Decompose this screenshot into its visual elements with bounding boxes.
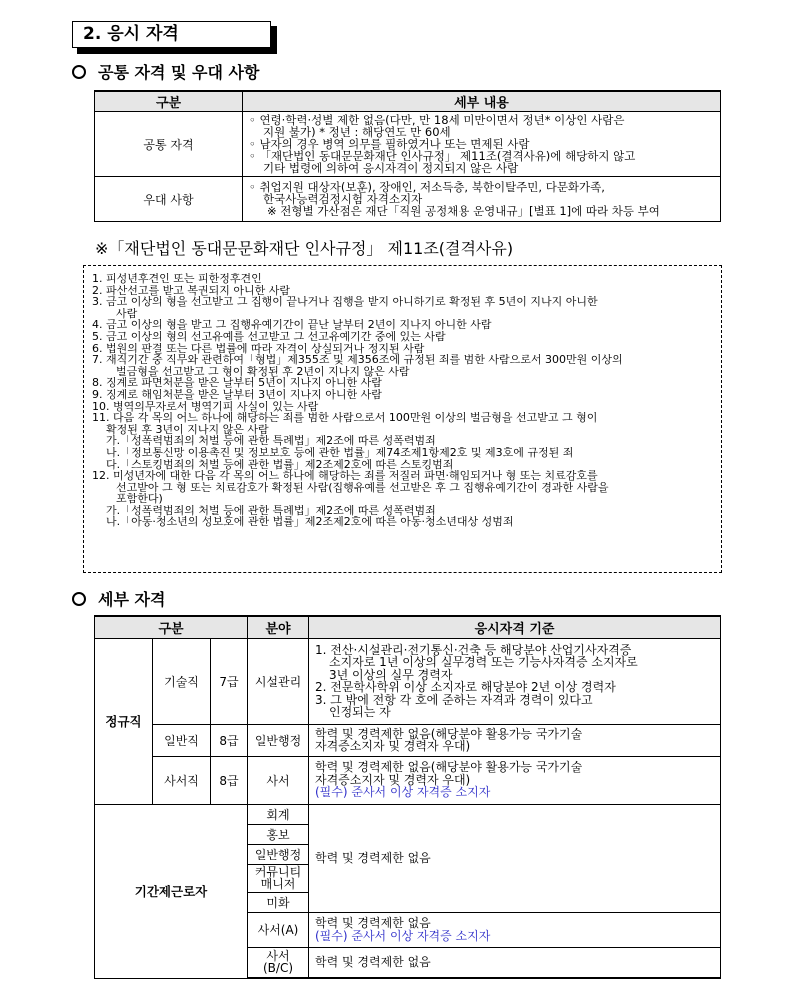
field-cell [248,947,309,978]
rule-line: 1. 피성년후견인 또는 피한정후견인 [92,273,262,285]
required-note: (필수) 준사서 이상 자격증 소지자 [315,928,491,943]
rule-line: 가.「성폭력범죄의 처벌 등에 관한 특례법」제2조에 따른 성폭력범죄 [106,504,436,517]
grade-cell: 7급 [211,638,248,724]
circle-bullet-icon [72,592,86,606]
job-cell: 기술직 [153,638,211,724]
disqualification-box [83,265,722,573]
detail-cell [243,177,721,222]
header-shadow [77,48,277,54]
rule-line: 6. 법원의 판결 또는 다른 법률에 따라 자격이 상실되거나 정지된 사람 [92,342,425,355]
col-field: 분야 [248,616,309,638]
field-line: 사서 [266,949,290,964]
rule-line: 12. 미성년자에 대한 다음 각 목의 어느 하나에 해당하는 죄를 저질러 파면·해임되거나 형 또는 치료감호를 [92,470,598,482]
rule-line: 3. 금고 이상의 형을 선고받고 그 집행이 끝나거나 집행을 받지 아니하기로 확정된 후 5년이 지나지 아니한 [92,296,598,308]
detail-line: 기타 법령에 의하여 응시자격이 정지되지 않은 사람 [263,161,519,175]
detail-line: ◦ 「재단법인 동대문문화재단 인사규정」 제11조(결격사유)에 해당하지 않고 [249,149,636,163]
field-cell: 일반행정 [248,844,309,864]
grade-cell: 8급 [211,724,248,756]
criteria-line: 소지자로 1년 이상의 실무경력 또는 기능사자격증 소지자로 [329,655,638,669]
regular-group-label: 정규직 [95,638,153,804]
detail-cell [243,112,721,177]
detail-line: 한국사능력검정시험 자격소지자 [263,192,423,206]
field-cell: 커뮤니티 매니저 [248,864,309,892]
rule-line: 8. 징계로 파면처분을 받은 날부터 5년이 지나지 아니한 사람 [92,377,382,389]
common-heading-text: 공통 자격 및 우대 사항 [98,63,260,82]
detail-line: ◦ 연령·학력·성별 제한 없음(다만, 만 18세 미만이면서 정년* 이상인 사람은 [249,113,625,127]
detail-line: ◦ 취업지원 대상자(보훈), 장애인, 저소득층, 북한이탈주민, 다문화가족, [249,180,605,194]
section-header [72,21,277,54]
criteria-cell: 학력 및 경력제한 없음 [309,947,721,978]
criteria-line: 학력 및 경력제한 없음(해당분야 활용가능 국가기술 [315,726,583,741]
category-cell: 공통 자격 [95,112,243,177]
rule-line: 11. 다음 각 목의 어느 하나에 해당하는 죄를 범한 사람으로서 100만원 이상의 벌금형을 선고받고 그 형이 [92,412,598,424]
rule-line: 다.「스토킹범죄의 처벌 등에 관한 법률」제2조제2호에 따른 스토킹범죄 [106,458,454,471]
criteria-cell [309,724,721,756]
detail-line: 지원 불가) * 정년 : 해당연도 만 60세 [263,125,451,139]
field-cell: 사서(A) [248,912,309,947]
criteria-line: 3년 이상의 실무 경력자 [329,667,453,682]
col-detail: 세부 내용 [243,91,721,112]
field-cell: 회계 [248,804,309,824]
common-heading [72,60,259,83]
criteria-cell [309,756,721,804]
rule-line: 포함한다) [116,493,163,505]
category-cell: 우대 사항 [95,177,243,222]
col-criteria: 응시자격 기준 [309,616,721,638]
common-table [94,90,721,222]
circle-bullet-icon [72,65,86,79]
field-cell: 일반행정 [248,724,309,756]
disqualification-title: ※「재단법인 동대문문화재단 인사규정」 제11조(결격사유) [95,239,514,258]
rule-line: 사람 [116,307,138,320]
detail-line: ◦ 남자의 경우 병역 의무를 필하였거나 또는 면제된 사람 [249,137,530,151]
criteria-line: 3. 그 밖에 전항 각 호에 준하는 자격과 경력이 있다고 [315,692,593,707]
detail-table [94,615,721,979]
detail-heading [72,587,165,610]
section-title: 2. 응시 자격 [72,21,271,48]
rule-line: 7. 재직기간 중 직무와 관련하여「형법」제355조 및 제356조에 규정된 죄를 범한 사람으로서 300만원 이상의 [92,354,623,366]
rule-line: 나.「정보통신망 이용촉진 및 정보보호 등에 관한 법률」제74조제1항제2호 및 제3호에 규정된 죄 [106,446,574,459]
criteria-line: 인정되는 자 [329,705,391,719]
criteria-line: 학력 및 경력제한 없음 [315,916,431,930]
rule-line: 4. 금고 이상의 형을 받고 그 집행유예기간이 끝난 날부터 2년이 지나지 아니한 사람 [92,319,492,331]
criteria-line: 2. 전문학사학위 이상 소지자로 해당분야 2년 이상 경력자 [315,680,616,694]
detail-heading-text: 세부 자격 [98,590,166,609]
criteria-line: 자격증소지자 및 경력자 우대) [315,739,471,753]
required-note: (필수) 준사서 이상 자격증 소지자 [315,785,491,800]
rule-line: 나.「아동·청소년의 성보호에 관한 법률」제2조제2호에 따른 아동·청소년대상 성범죄 [106,516,514,529]
rule-line: 5. 금고 이상의 형의 선고유예를 선고받고 그 선고유예기간 중에 있는 사람 [92,330,446,343]
grade-cell: 8급 [211,756,248,804]
rule-line: 벌금형을 선고받고 그 형이 확정된 후 2년이 지나지 않은 사람 [116,365,410,378]
detail-line: ※ 전형별 가산점은 재단「직원 공정채용 운영내규」[별표 1]에 따라 차등 부여 [267,204,660,218]
field-cell: 시설관리 [248,638,309,724]
criteria-line: 자격증소지자 및 경력자 우대) [315,772,471,787]
criteria-cell [309,638,721,724]
rule-line: 2. 파산선고를 받고 복권되지 아니한 사람 [92,284,290,297]
fixed-term-group-label: 기간제근로자 [95,804,248,978]
col-category: 구분 [95,616,248,638]
rule-line: 9. 징계로 해임처분을 받은 날부터 3년이 지나지 아니한 사람 [92,388,382,401]
rule-line: 선고받아 그 형 또는 치료감호가 확정된 사람(집행유예를 선고받은 후 그 집행유예기간이 경과한 사람을 [116,481,609,494]
field-cell: 사서 [248,756,309,804]
rule-line: 10. 병역의무자로서 병역기피 사실이 있는 사람 [92,400,319,413]
job-cell: 사서직 [153,756,211,804]
criteria-line: 1. 전산·시설관리·전기통신·건축 등 해당분야 산업기사자격증 [315,642,632,657]
col-category: 구분 [95,91,243,112]
rule-line: 확정된 후 3년이 지나지 않은 사람 [106,423,269,436]
field-cell: 미화 [248,892,309,912]
field-cell: 홍보 [248,824,309,844]
criteria-cell [309,912,721,947]
rule-line: 가.「성폭력범죄의 처벌 등에 관한 특례법」제2조에 따른 성폭력범죄 [106,435,436,447]
criteria-cell: 학력 및 경력제한 없음 [309,804,721,912]
job-cell: 일반직 [153,724,211,756]
criteria-line: 학력 및 경력제한 없음(해당분야 활용가능 국가기술 [315,760,583,775]
field-line: (B/C) [262,961,294,976]
